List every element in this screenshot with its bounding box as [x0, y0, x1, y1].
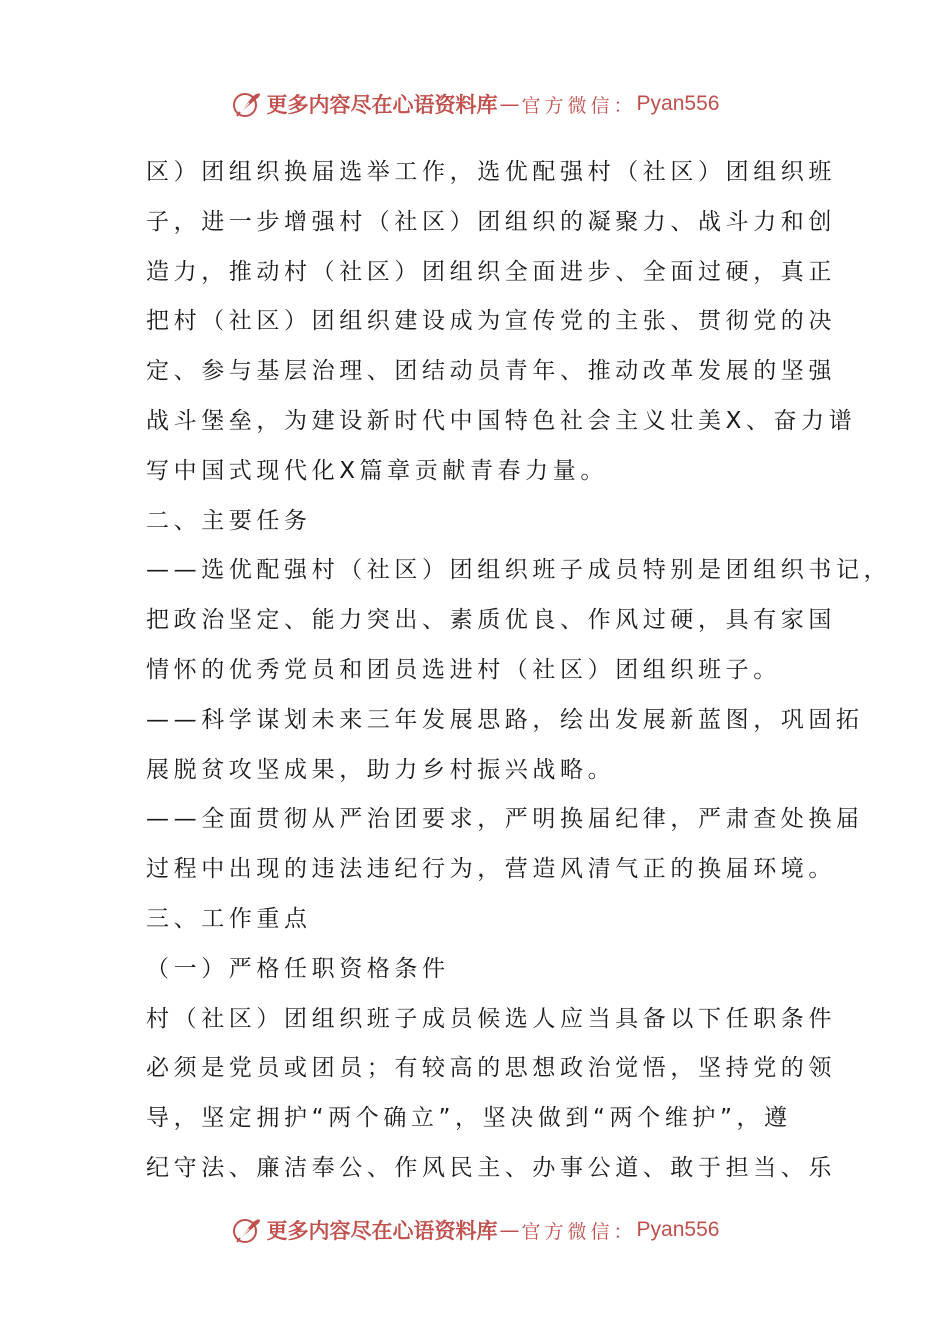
body-line: 村（社区）团组织班子成员候选人应当具备以下任职条件: [146, 1005, 836, 1032]
body-line: 把政治坚定、能力突出、素质优良、作风过硬，具有家国: [146, 607, 836, 634]
body-line: 区）团组织换届选举工作，选优配强村（社区）团组织班: [146, 159, 836, 185]
watermark-footer: [0, 1210, 950, 1250]
quill-logo-icon: [231, 88, 263, 120]
task-item: ——选优配强村（社区）团组织班子成员特别是团组织书记，: [146, 557, 892, 584]
task-item: ——科学谋划未来三年发展思路，绘出发展新蓝图，巩固拓: [146, 706, 864, 733]
body-line: 纪守法、廉洁奉公、作风民主、办事公道、敢于担当、乐: [146, 1154, 836, 1181]
watermark-dash: —: [499, 92, 520, 116]
section-heading-main-tasks: 二、主要任务: [146, 507, 312, 534]
watermark-header: [0, 84, 950, 124]
body-line: 子，进一步增强村（社区）团组织的凝聚力、战斗力和创: [146, 208, 836, 235]
watermark-wechat-id: Pyan556: [636, 1218, 720, 1241]
body-line: 造力，推动村（社区）团组织全面进步、全面过硬，真正: [146, 258, 836, 285]
body-line: 把村（社区）团组织建设成为宣传党的主张、贯彻党的决: [146, 308, 836, 335]
body-line: 定、参与基层治理、团结动员青年、推动改革发展的坚强: [146, 358, 836, 385]
watermark-text: 更多内容尽在心语资料库: [266, 1218, 498, 1243]
watermark-text: 更多内容尽在心语资料库: [266, 92, 498, 117]
body-line: 过程中出现的违法违纪行为，营造风清气正的换届环境。: [146, 856, 836, 883]
body-line: 必须是党员或团员；有较高的思想政治觉悟，坚持党的领: [146, 1055, 836, 1082]
watermark-dash: —: [499, 1218, 520, 1242]
watermark-wechat-id: Pyan556: [636, 92, 720, 115]
body-line: 展脱贫攻坚成果，助力乡村振兴战略。: [146, 756, 616, 783]
quill-logo-icon: [231, 1214, 263, 1246]
body-line: 导，坚定拥护“两个确立”，坚决做到“两个维护”，遵: [146, 1105, 792, 1132]
watermark-wechat-label: 官方微信：: [521, 94, 637, 117]
watermark-wechat-label: 官方微信：: [521, 1220, 637, 1243]
subsection-heading: （一）严格任职资格条件: [146, 955, 450, 982]
document-body: [146, 148, 892, 1194]
body-line: 写中国式现代化X篇章贡献青春力量。: [146, 457, 608, 484]
body-line: 战斗堡垒，为建设新时代中国特色社会主义壮美X、奋力谱: [146, 407, 857, 434]
section-heading-work-focus: 三、工作重点: [146, 905, 312, 932]
task-item: ——全面贯彻从严治团要求，严明换届纪律，严肃查处换届: [146, 806, 864, 833]
body-line: 情怀的优秀党员和团员选进村（社区）团组织班子。: [146, 656, 781, 683]
